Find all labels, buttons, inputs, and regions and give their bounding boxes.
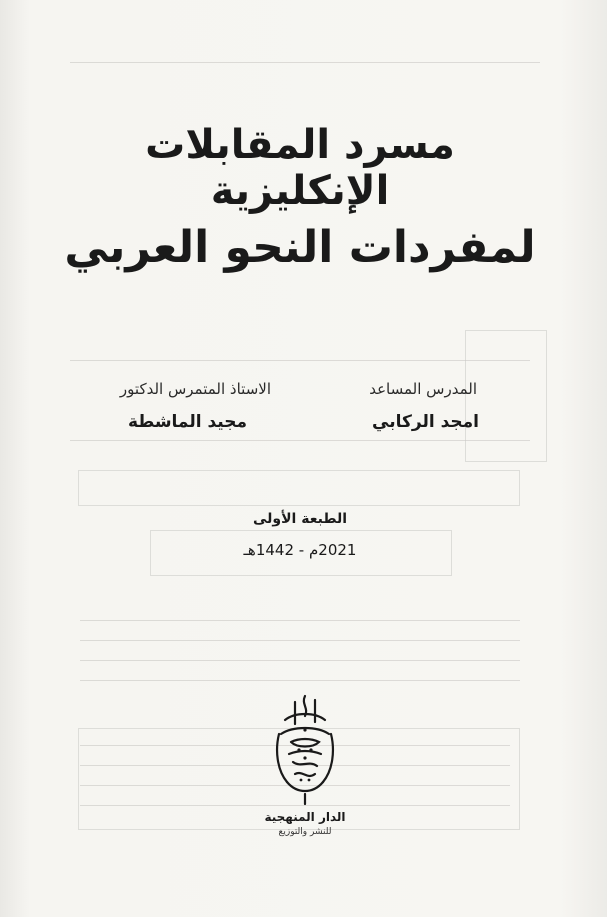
bleed-line — [80, 660, 520, 661]
title-line-2: لمفردات النحو العربي — [64, 222, 536, 273]
publisher-tagline: للنشر والتوزيع — [278, 827, 332, 837]
bleed-line — [80, 680, 520, 681]
bleed-line — [80, 620, 520, 621]
author-2-name: مجيد الماشطة — [127, 412, 247, 432]
bleed-line — [70, 360, 530, 361]
publisher-name: الدار المنهجية — [264, 810, 346, 824]
title-line-1: مسرد المقابلات الإنكليزية — [145, 122, 455, 214]
calligraphy-logo-icon — [265, 690, 345, 810]
bleed-line — [70, 440, 530, 441]
edition-year: 2021م - 1442هـ — [243, 541, 357, 559]
bleed-box — [78, 470, 520, 506]
bleed-line — [70, 62, 540, 63]
bleed-box — [465, 330, 547, 462]
author-1-name: امجد الركابي — [372, 412, 479, 432]
author-2-role: الاستاذ المتمرس الدكتور — [119, 380, 271, 398]
edition-label: الطبعة الأولى — [252, 511, 348, 527]
author-1-role: المدرس المساعد — [369, 380, 477, 398]
bleed-line — [80, 640, 520, 641]
